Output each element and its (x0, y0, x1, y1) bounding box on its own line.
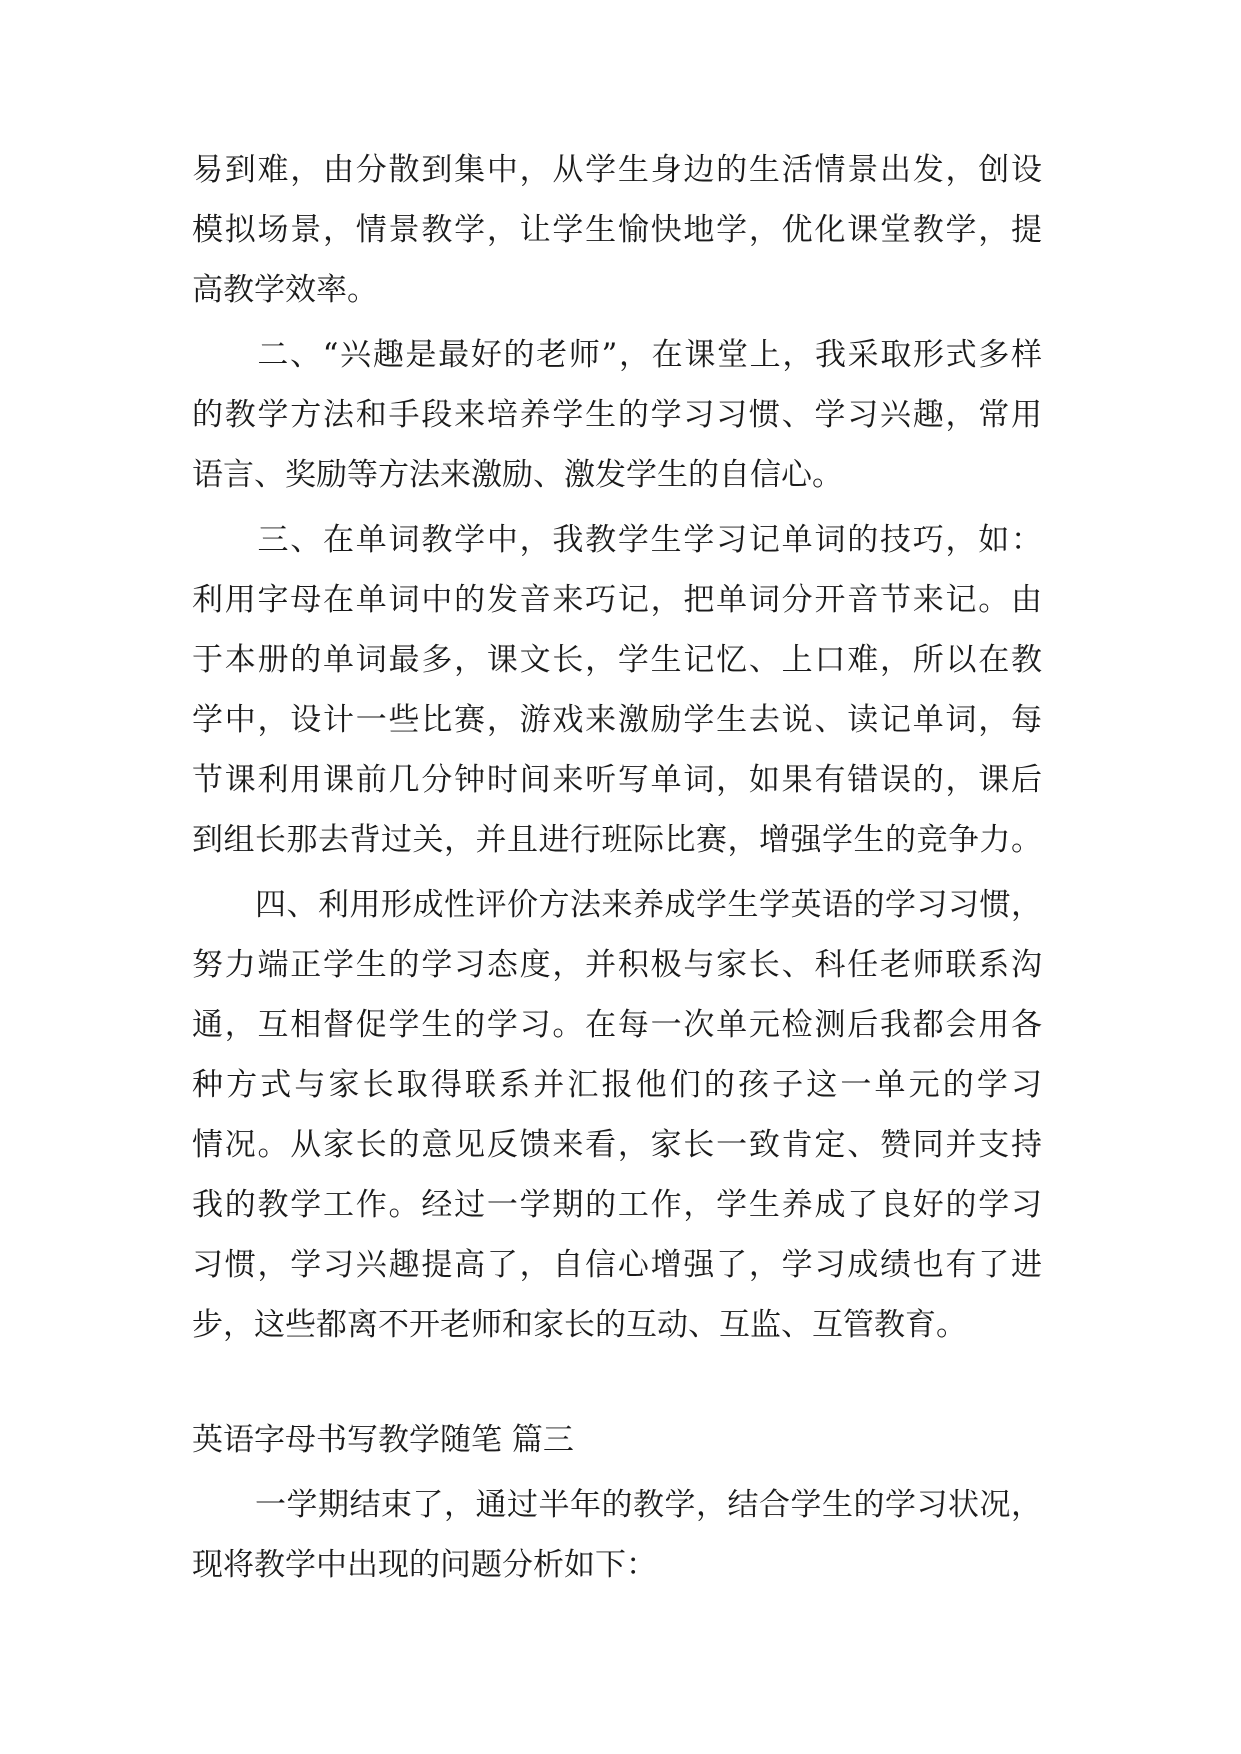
text-line: 到组长那去背过关，并且进行班际比赛，增强学生的竞争力。 (192, 822, 1042, 858)
text-line: 三、在单词教学中，我教学生学习记单词的技巧，如： (192, 522, 1042, 558)
text-line: 模拟场景，情景教学，让学生愉快地学，优化课堂教学，提 (192, 212, 1042, 248)
text-line: 步，这些都离不开老师和家长的互动、互监、互管教育。 (192, 1307, 967, 1343)
text-line: 节课利用课前几分钟时间来听写单词，如果有错误的，课后 (192, 762, 1042, 798)
text-line: 高教学效率。 (192, 272, 378, 308)
text-line: 的教学方法和手段来培养学生的学习习惯、学习兴趣，常用 (192, 397, 1042, 433)
text-line: 现将教学中出现的问题分析如下： (192, 1547, 657, 1583)
text-line: 通，互相督促学生的学习。在每一次单元检测后我都会用各 (192, 1007, 1042, 1043)
text-line: 习惯，学习兴趣提高了，自信心增强了，学习成绩也有了进 (192, 1247, 1042, 1283)
text-line: 利用字母在单词中的发音来巧记，把单词分开音节来记。由 (192, 582, 1042, 618)
text-line: 努力端正学生的学习态度，并积极与家长、科任老师联系沟 (192, 947, 1042, 983)
text-line: 种方式与家长取得联系并汇报他们的孩子这一单元的学习 (192, 1067, 1042, 1103)
text-line: 一学期结束了，通过半年的教学，结合学生的学习状况， (192, 1487, 1042, 1523)
text-line: 于本册的单词最多，课文长，学生记忆、上口难，所以在教 (192, 642, 1042, 678)
section-heading: 英语字母书写教学随笔 篇三 (192, 1422, 574, 1458)
text-line: 二、“兴趣是最好的老师”，在课堂上，我采取形式多样 (192, 337, 1042, 373)
text-line: 情况。从家长的意见反馈来看，家长一致肯定、赞同并支持 (192, 1127, 1042, 1163)
text-line: 学中，设计一些比赛，游戏来激励学生去说、读记单词，每 (192, 702, 1042, 738)
text-line: 四、利用形成性评价方法来养成学生学英语的学习习惯， (192, 887, 1042, 923)
text-line: 语言、奖励等方法来激励、激发学生的自信心。 (192, 457, 843, 493)
text-line: 我的教学工作。经过一学期的工作，学生养成了良好的学习 (192, 1187, 1042, 1223)
text-line: 易到难，由分散到集中，从学生身边的生活情景出发，创设 (192, 152, 1042, 188)
